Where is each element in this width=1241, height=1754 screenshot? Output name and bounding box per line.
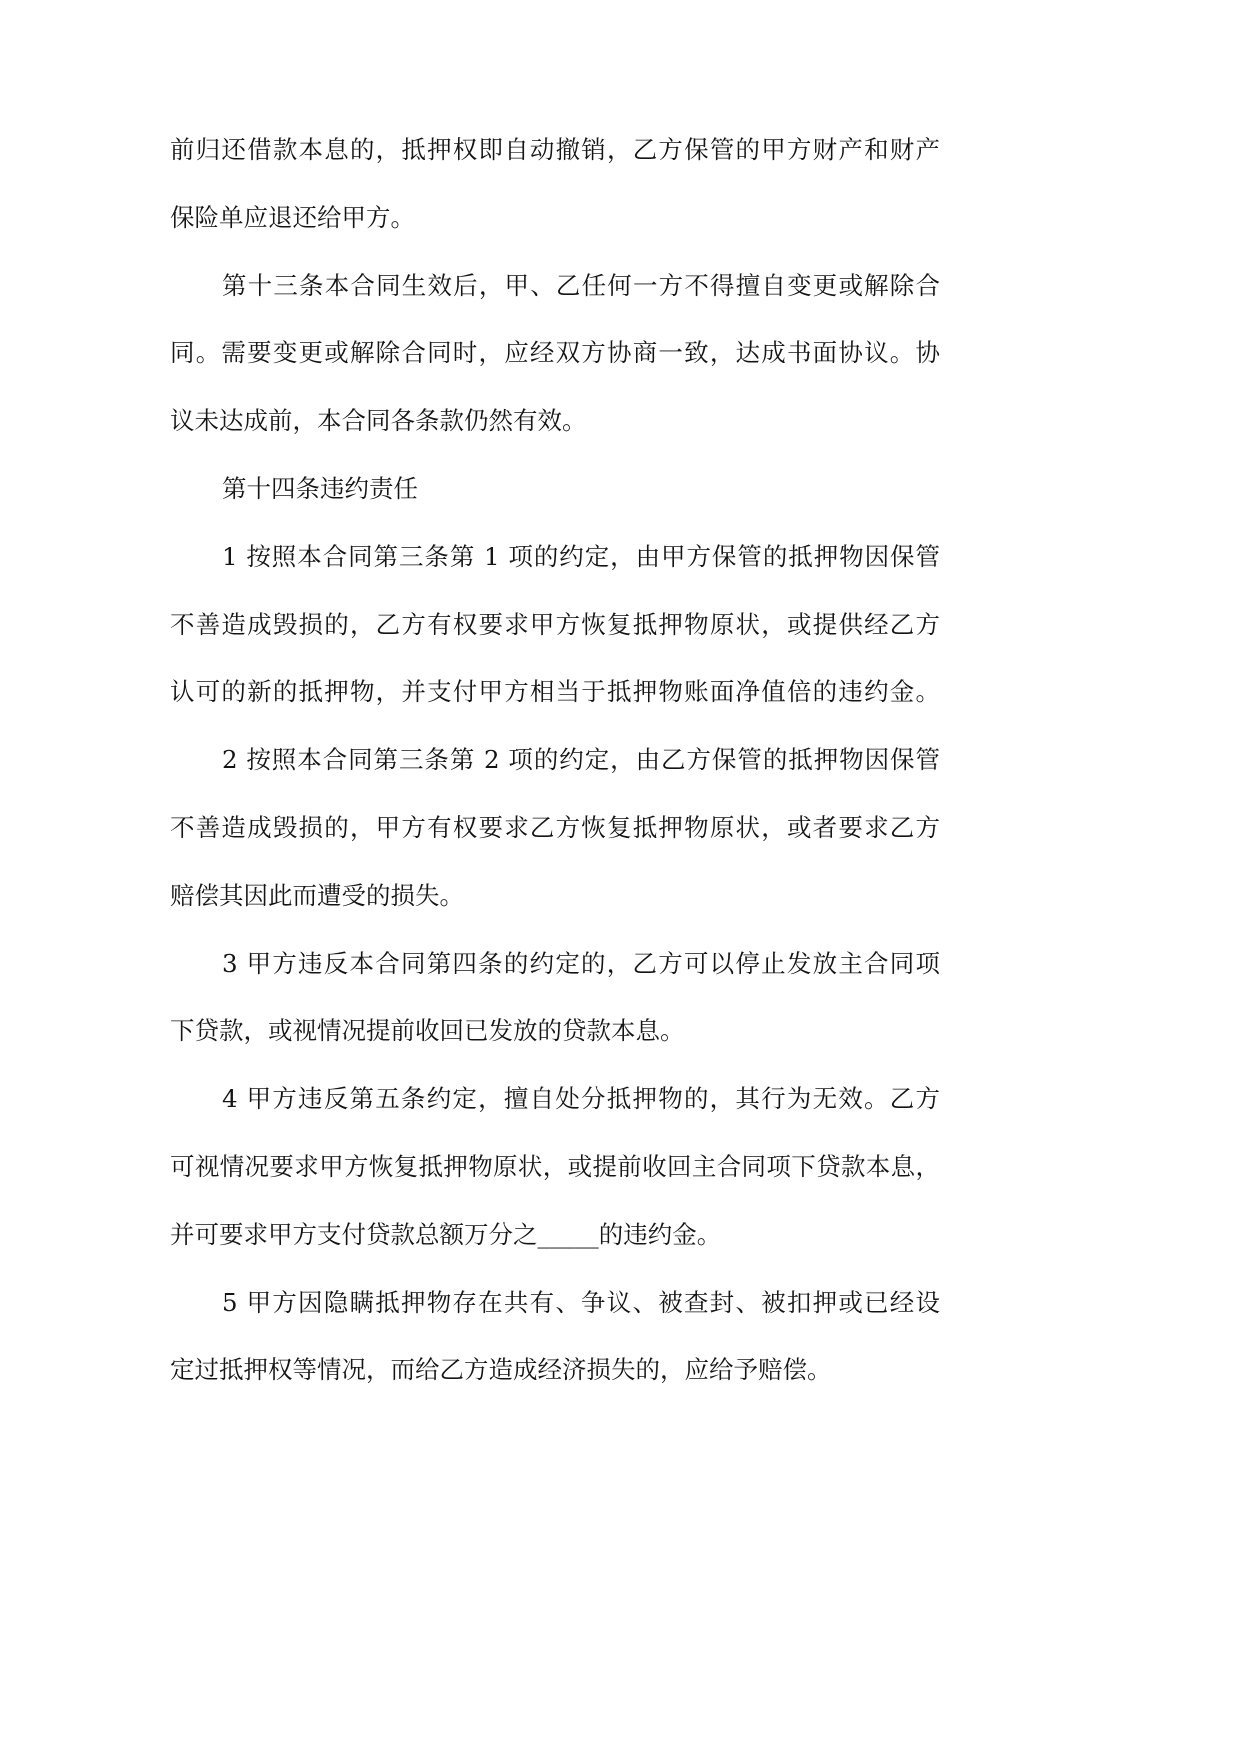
- text-line: 同。需要变更或解除合同时，应经双方协商一致，达成书面协议。协: [170, 338, 940, 368]
- paragraph-clause-2: [170, 726, 940, 929]
- paragraph-clause-3: [170, 930, 940, 1066]
- paragraph-clause-4: [170, 1065, 940, 1268]
- text-line: 不善造成毁损的，甲方有权要求乙方恢复抵押物原状，或者要求乙方: [170, 812, 940, 842]
- text-line: 5 甲方因隐瞒抵押物存在共有、争议、被查封、被扣押或已经设: [222, 1287, 940, 1317]
- section-heading: 第十四条违约责任: [222, 473, 418, 503]
- text-line: 并可要求甲方支付贷款总额万分之_____的违约金。: [170, 1219, 722, 1249]
- paragraph-article-13: [170, 252, 940, 455]
- text-line: 可视情况要求甲方恢复抵押物原状，或提前收回主合同项下贷款本息，: [170, 1151, 940, 1181]
- text-line: 4 甲方违反第五条约定，擅自处分抵押物的，其行为无效。乙方: [222, 1084, 940, 1114]
- text-line: 定过抵押权等情况，而给乙方造成经济损失的，应给予赔偿。: [170, 1355, 832, 1385]
- text-line: 第十三条本合同生效后，甲、乙任何一方不得擅自变更或解除合: [222, 270, 940, 300]
- text-line: 3 甲方违反本合同第四条的约定的，乙方可以停止发放主合同项: [222, 948, 940, 978]
- text-line: 下贷款，或视情况提前收回已发放的贷款本息。: [170, 1016, 685, 1046]
- text-line: 1 按照本合同第三条第 1 项的约定，由甲方保管的抵押物因保管: [222, 541, 940, 571]
- text-line: 保险单应退还给甲方。: [170, 202, 415, 232]
- text-line: 前归还借款本息的，抵押权即自动撤销，乙方保管的甲方财产和财产: [170, 135, 940, 164]
- paragraph-continuation: [170, 116, 940, 252]
- text-line: 认可的新的抵押物，并支付甲方相当于抵押物账面净值倍的违约金。: [170, 677, 940, 707]
- text-line: 议未达成前，本合同各条款仍然有效。: [170, 406, 587, 436]
- text-line: 2 按照本合同第三条第 2 项的约定，由乙方保管的抵押物因保管: [222, 745, 940, 775]
- paragraph-article-14-heading: [170, 455, 940, 523]
- text-line: 赔偿其因此而遭受的损失。: [170, 880, 464, 910]
- paragraph-clause-1: [170, 523, 940, 726]
- text-line: 不善造成毁损的，乙方有权要求甲方恢复抵押物原状，或提供经乙方: [170, 609, 940, 639]
- document-page: [170, 116, 940, 1404]
- paragraph-clause-5: [170, 1269, 940, 1405]
